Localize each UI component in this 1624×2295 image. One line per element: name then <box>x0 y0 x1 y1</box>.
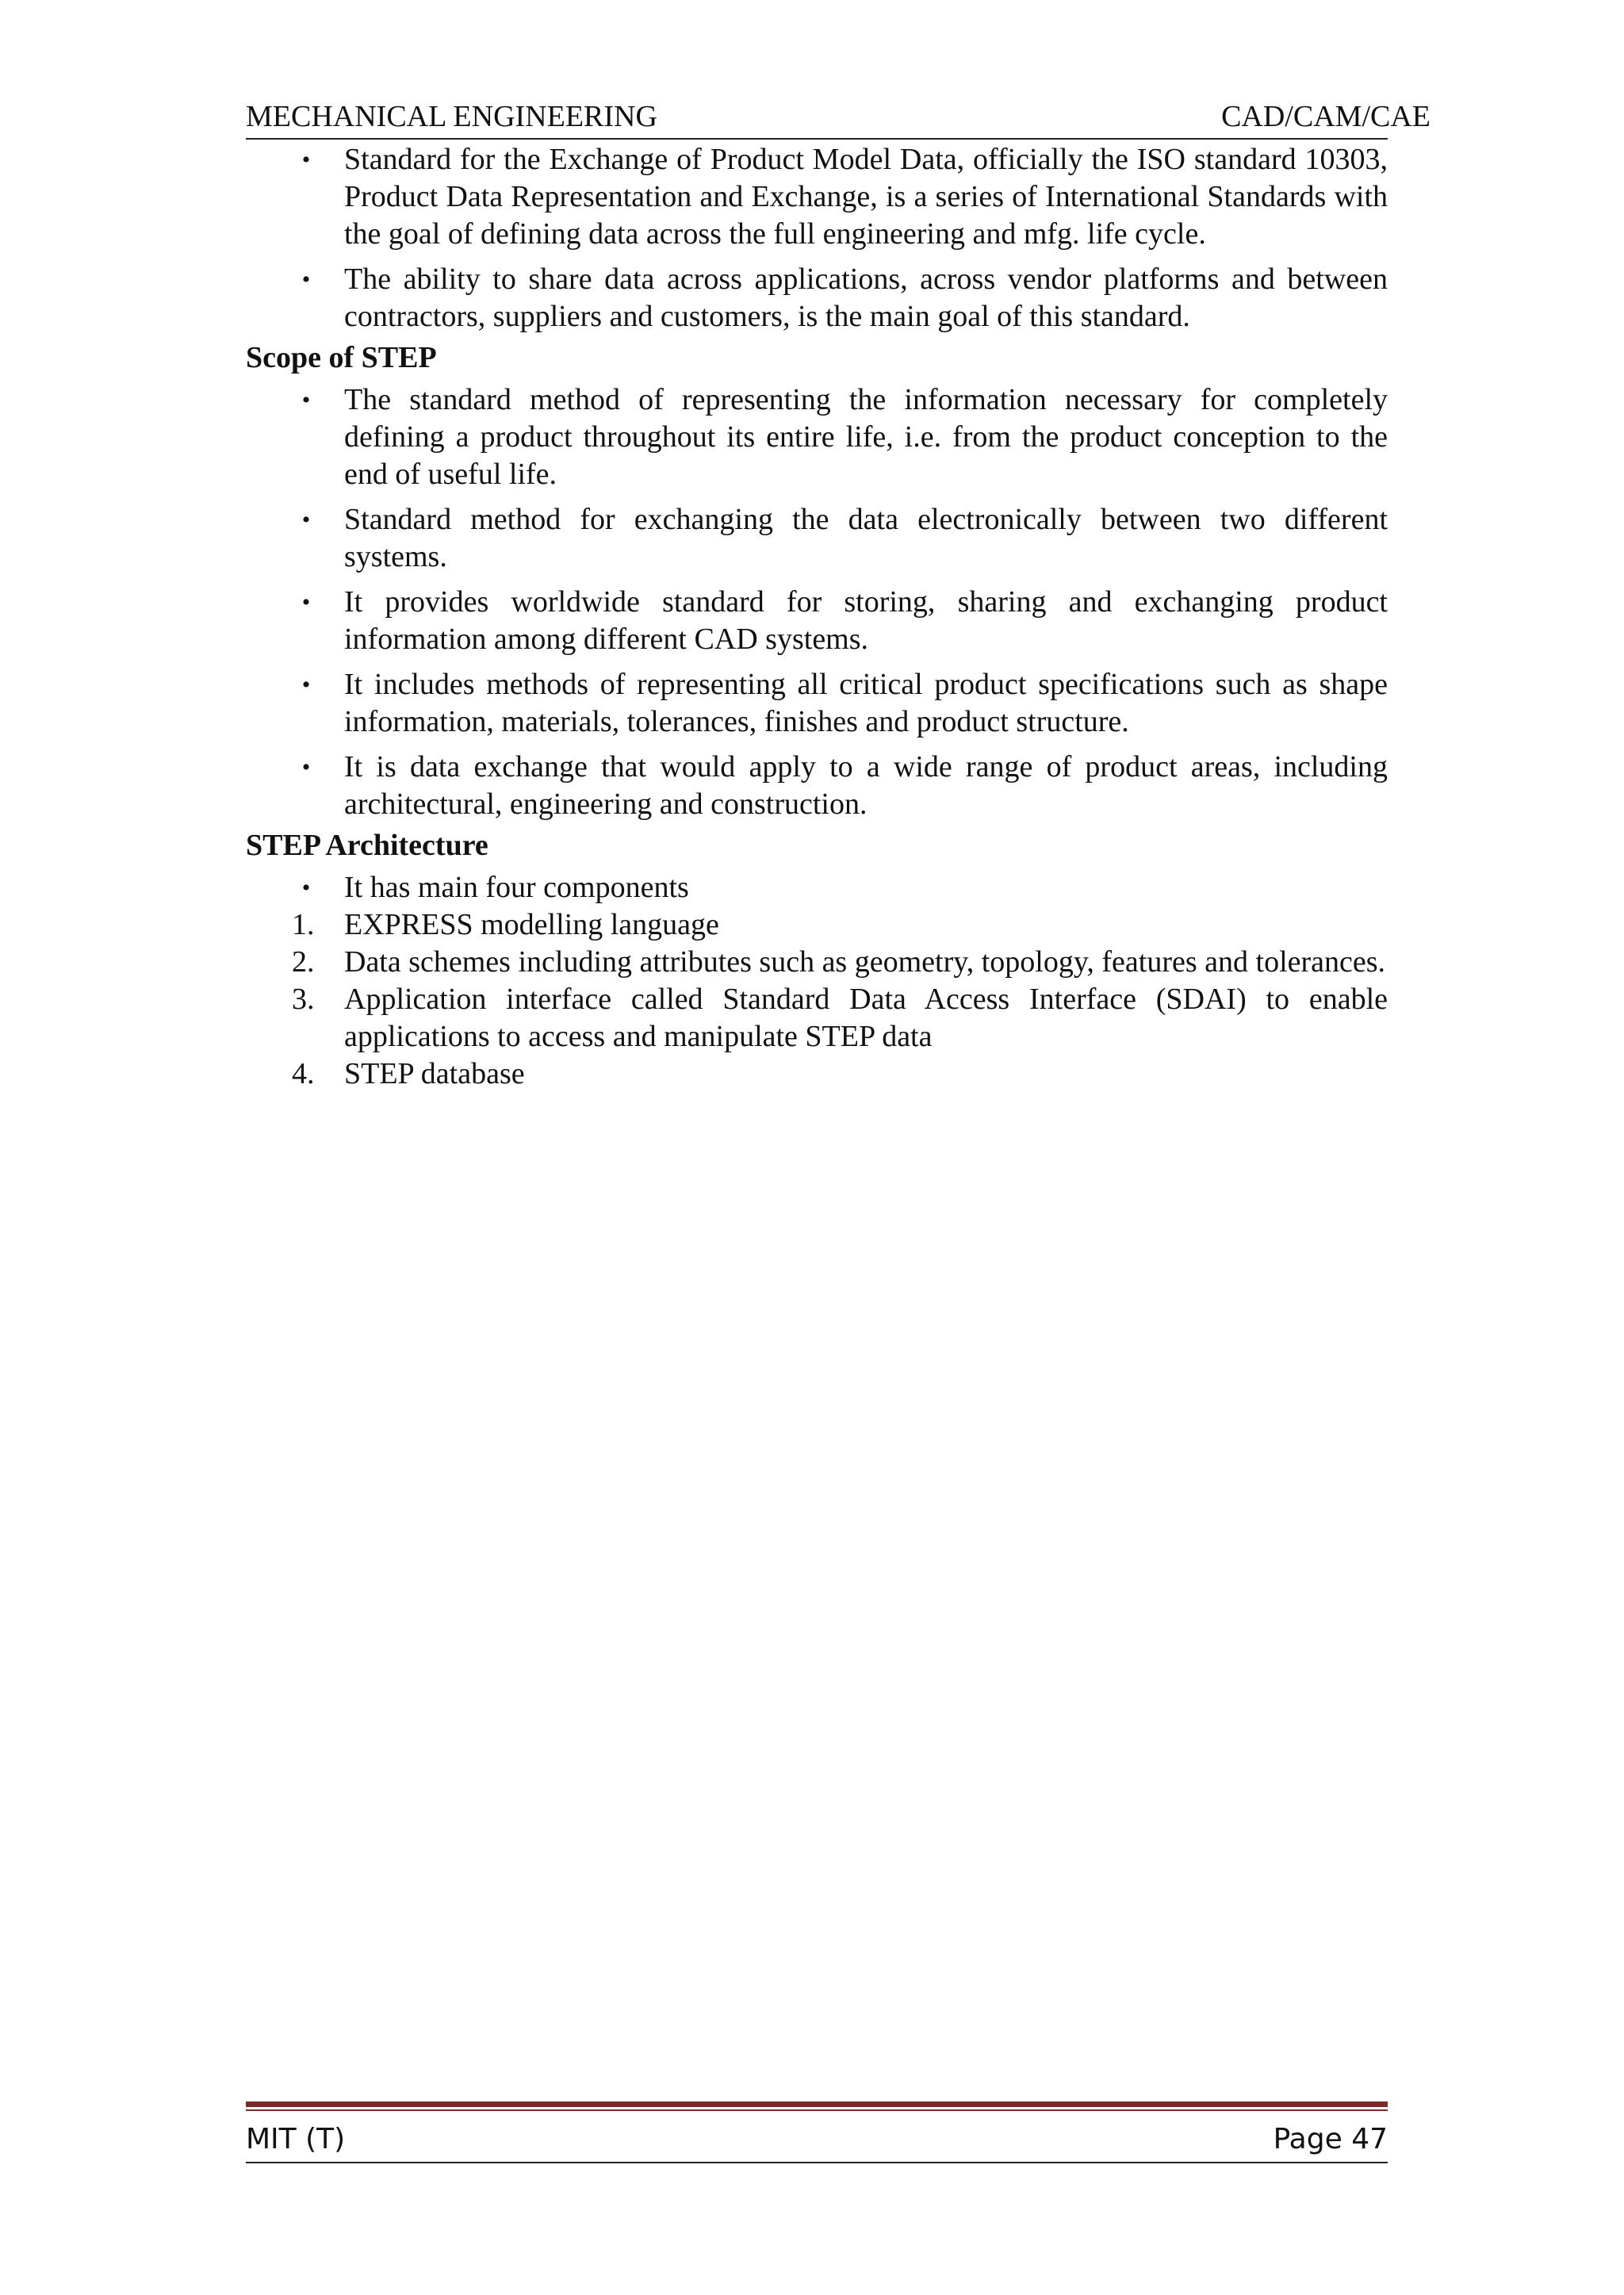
bullet-text: Standard for the Exchange of Product Model Data, officially the ISO standard 10303, Product Data Representation and Exchange, is a series of International Standards with the goal of defining data across the full engineering and mfg. life cycle. <box>344 143 1388 251</box>
bullet-text: It provides worldwide standard for storing, sharing and exchanging product information among different CAD systems. <box>344 585 1388 656</box>
footer-bottom-rule <box>246 2162 1388 2163</box>
architecture-item-4 <box>246 1056 1388 1093</box>
header-right-title: CAD/CAM/CAE <box>1221 100 1431 133</box>
header-rule <box>246 138 1388 140</box>
bullet-text: It has main four components <box>344 871 689 904</box>
bullet-text: It includes methods of representing all critical product specifications such as shape information, materials, tolerances, finishes and product structure. <box>344 668 1388 738</box>
bullet-marker: • <box>301 589 311 615</box>
scope-bullet-3 <box>246 584 1388 658</box>
page-number: Page 47 <box>1273 2123 1388 2155</box>
section-heading-scope: Scope of STEP <box>246 341 437 374</box>
bullet-marker: • <box>301 672 311 698</box>
page-content <box>246 141 1388 1093</box>
bullet-text: It is data exchange that would apply to a wide range of product areas, including architectural, engineering and construction. <box>344 750 1388 821</box>
page-footer <box>246 2119 1388 2160</box>
bullet-text: The standard method of representing the information necessary for completely defining a product throughout its entire life, i.e. from the product conception to the end of useful life. <box>344 383 1388 491</box>
list-number: 2. <box>292 945 315 979</box>
page-header <box>246 97 1431 136</box>
bullet-marker: • <box>301 147 311 173</box>
list-item-text: Application interface called Standard Data Access Interface (SDAI) to enable applications to access and manipulate STEP data <box>344 983 1388 1053</box>
architecture-item-2 <box>246 944 1388 981</box>
bullet-marker: • <box>301 266 311 293</box>
list-item-text: STEP database <box>344 1057 525 1090</box>
footer-rule-thick <box>246 2102 1388 2107</box>
list-item-text: Data schemes including attributes such as geometry, topology, features and tolerances. <box>344 945 1386 979</box>
scope-bullet-2 <box>246 501 1388 576</box>
intro-bullet-2 <box>246 261 1388 335</box>
header-left-title: MECHANICAL ENGINEERING <box>246 100 657 133</box>
scope-bullet-5 <box>246 749 1388 823</box>
scope-bullet-1 <box>246 381 1388 493</box>
list-item-text: EXPRESS modelling language <box>344 908 719 941</box>
architecture-item-1 <box>246 906 1388 944</box>
intro-bullet-1 <box>246 141 1388 253</box>
list-number: 3. <box>292 983 315 1016</box>
bullet-marker: • <box>301 875 311 901</box>
list-number: 1. <box>292 908 315 941</box>
architecture-intro-bullet <box>246 869 1388 906</box>
bullet-marker: • <box>301 387 311 413</box>
bullet-text: The ability to share data across applications, across vendor platforms and between contractors, suppliers and customers, is the main goal of this standard. <box>344 262 1388 333</box>
bullet-text: Standard method for exchanging the data electronically between two different systems. <box>344 503 1388 573</box>
scope-bullet-4 <box>246 666 1388 741</box>
bullet-marker: • <box>301 507 311 533</box>
architecture-item-3 <box>246 981 1388 1056</box>
footer-institution: MIT (T) <box>246 2123 346 2155</box>
list-number: 4. <box>292 1057 315 1090</box>
section-heading-architecture: STEP Architecture <box>246 829 488 862</box>
bullet-marker: • <box>301 754 311 780</box>
footer-rule-thin <box>246 2109 1388 2111</box>
